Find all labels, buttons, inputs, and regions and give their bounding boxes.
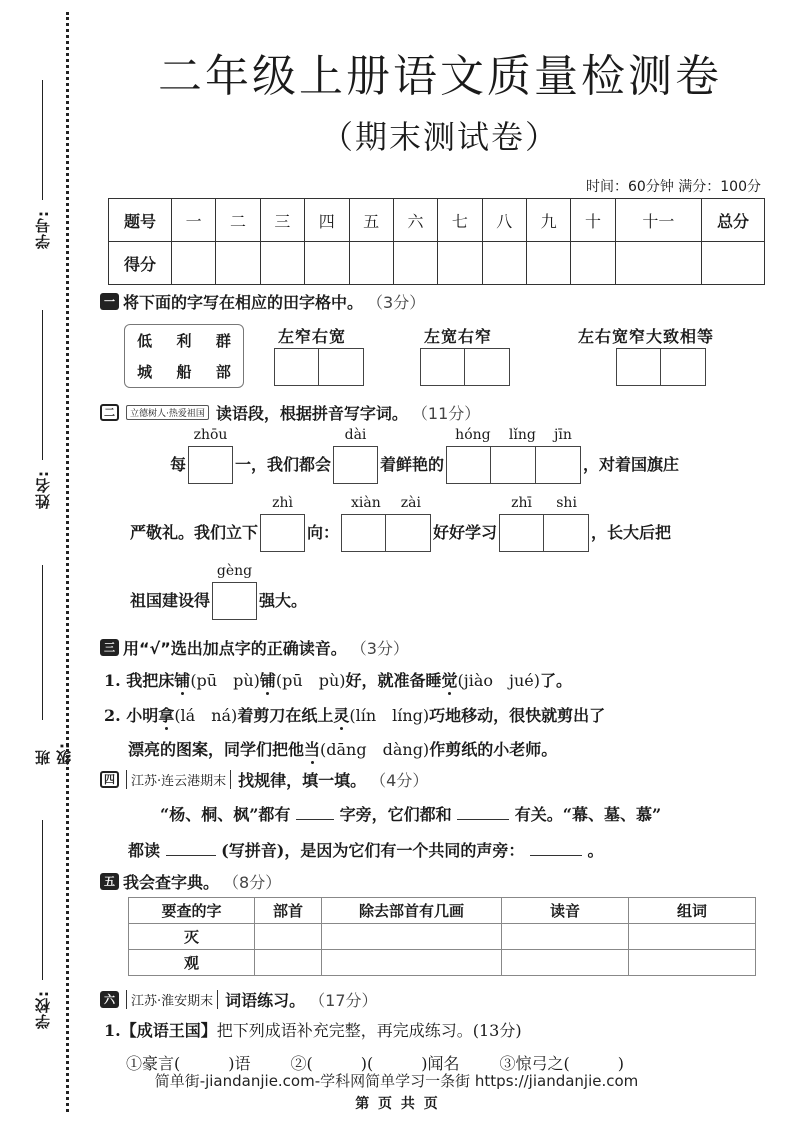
question-4-line-2 [128,838,604,861]
dotted-char: 拿 [158,706,175,725]
tianzige-cell[interactable] [333,446,378,484]
page-title: 二年级上册语文质量检测卷 [158,51,722,102]
question-text: 好，就准备睡 [345,671,442,690]
dotted-char: 铺 [174,671,191,690]
section-score: （17分） [309,991,378,1010]
pinyin: zhì [272,495,293,511]
score-col: 三 [260,199,304,242]
page-subtitle: （期末测试卷） [320,118,559,156]
tianzige-cell[interactable] [491,446,536,484]
section-tag: 江苏·连云港期末 [126,770,231,789]
section-badge-icon: 四 [100,771,119,788]
section-title: 词语练习。 [225,991,306,1010]
pinyin-options[interactable]: (dāng dàng) [320,740,430,759]
answer-blank[interactable] [166,840,216,856]
score-cell[interactable] [260,242,304,285]
passage-line-2 [128,492,673,552]
group-label-left-wide: 左宽右窄 [424,327,493,346]
char: 船 [176,363,192,381]
pinyin-options[interactable]: (pū pù) [190,671,260,690]
score-cell[interactable] [172,242,216,285]
question-number: 2. [104,706,121,725]
score-table [108,198,765,285]
question-text: 都读 [128,841,161,860]
question-tag: 【成语王国】 [120,1021,217,1040]
score-cell[interactable] [305,242,349,285]
tianzige-cell[interactable] [420,348,465,386]
class-label: 班级: [34,742,73,765]
question-3-1 [104,668,572,691]
dotted-char: 灵 [333,706,350,725]
binding-dotted-line [66,12,69,1112]
score-col: 十 [571,199,615,242]
pinyin: hóng [455,427,491,443]
question-text: “杨、桐、枫”都有 [160,805,291,824]
tianzige-cell[interactable] [319,348,364,386]
answer-cell[interactable] [502,924,629,950]
grid-equal[interactable] [616,348,706,386]
answer-cell[interactable] [629,950,756,976]
dictionary-header-row [129,898,756,924]
table-header: 要查的字 [129,898,255,924]
section-score: （3分） [367,293,426,312]
name-label: 姓名: [34,470,52,509]
question-text: 漂亮的图案，同学们把他 [128,740,305,759]
question-text: 作剪纸的小老师。 [429,740,558,759]
section-4-heading [100,768,428,791]
question-text: 我把床 [126,671,175,690]
score-cell[interactable] [349,242,393,285]
answer-cell[interactable] [255,950,322,976]
passage-text: 着鲜艳的 [380,455,445,474]
tianzige-cell[interactable] [661,348,706,386]
dotted-char: 当 [304,740,321,759]
question-3-2-cont [128,737,557,760]
section-score: （11分） [411,404,481,423]
pinyin: dài [344,427,367,443]
score-cell[interactable] [438,242,482,285]
char: 利 [176,332,192,350]
passage-text: 严敬礼。我们立下 [130,523,259,542]
tianzige-cell[interactable] [446,446,491,484]
pinyin-slot[interactable] [188,424,233,484]
question-4-line-1 [160,802,661,825]
class-field[interactable] [18,565,73,765]
pinyin-options[interactable]: (lín líng) [349,706,430,725]
score-col: 二 [216,199,260,242]
student-id-label: 学号: [34,210,52,249]
section-title: 将下面的字写在相应的田字格中。 [123,293,364,312]
tianzige-cell[interactable] [212,582,257,620]
question-number: 1. [104,671,121,690]
pinyin-options[interactable]: (lá ná) [174,706,238,725]
exam-meta: 时间：60分钟 满分：100分 [586,179,761,195]
lookup-char: 灭 [129,924,255,950]
section-badge-icon: 六 [100,991,119,1008]
tianzige-cell[interactable] [260,514,305,552]
tianzige-cell[interactable] [341,514,386,552]
score-cell[interactable] [216,242,260,285]
section-badge-icon: 二 [100,404,119,421]
score-col: 十一 [615,199,701,242]
section-badge-icon: 五 [100,873,119,890]
char: 城 [137,363,153,381]
char: 部 [215,363,231,381]
group-label-left-narrow: 左窄右宽 [278,327,347,346]
passage-line-3 [128,560,309,620]
score-row-label: 得分 [109,242,172,285]
pinyin: zhōu [193,427,228,443]
tianzige-cell[interactable] [544,514,589,552]
score-col: 六 [393,199,437,242]
question-text: 有关。“幕、墓、慕” [514,805,662,824]
score-table-score-row [109,242,765,285]
passage-line-1 [168,424,681,484]
score-cell[interactable] [393,242,437,285]
pinyin-slot[interactable] [212,560,257,620]
section-3-heading [100,636,409,659]
char: 群 [215,332,231,350]
pinyin-slot[interactable] [333,424,378,484]
passage-text: 祖国建设得 [130,591,211,610]
answer-cell[interactable] [502,950,629,976]
passage-text: 向： [307,523,340,542]
school-label: 学校: [34,990,52,1029]
pinyin-slot[interactable] [446,424,581,484]
question-number: 1. [104,1021,121,1040]
tianzige-cell[interactable] [465,348,510,386]
pinyin: lǐng [508,427,536,443]
pinyin-group [499,492,589,514]
score-col: 一 [172,199,216,242]
pinyin-slot[interactable] [260,492,305,552]
score-cell[interactable] [571,242,615,285]
char: 低 [137,332,153,350]
section-badge-icon: 一 [100,293,119,310]
question-text: 了。 [540,671,573,690]
question-6-1 [104,1018,522,1041]
table-header: 部首 [255,898,322,924]
character-box [124,324,244,388]
passage-text: 强大。 [259,591,308,610]
score-col: 七 [438,199,482,242]
score-cell[interactable] [482,242,526,285]
section-title: 我会查字典。 [123,873,220,892]
tianzige-cell[interactable] [274,348,319,386]
group-label-equal: 左右宽窄大致相等 [578,327,715,346]
question-3-2 [104,703,605,726]
score-col: 九 [527,199,571,242]
grid-left-wide[interactable] [420,348,510,386]
passage-text: ，对着国旗庄 [583,455,680,474]
score-cell[interactable] [615,242,701,285]
section-tag: 江苏·淮安期末 [126,990,218,1009]
answer-cell[interactable] [322,950,502,976]
table-header: 除去部首有几画 [322,898,502,924]
passage-text: ，长大后把 [591,523,672,542]
question-text: 。 [587,841,604,860]
passage-text: 一，我们都会 [235,455,332,474]
pinyin-slot[interactable] [499,492,589,552]
answer-blank[interactable] [296,804,334,820]
score-col-total: 总分 [702,199,765,242]
question-text: 字旁，它们都和 [339,805,452,824]
question-text: 巧地移动，很快就剪出了 [429,706,606,725]
idiom-item[interactable]: ③惊弓之( ) [499,1054,624,1073]
student-id-field[interactable] [18,80,58,280]
name-field[interactable] [18,310,58,510]
section-2-heading [100,401,480,424]
lookup-char: 观 [129,950,255,976]
question-text: (写拼音)，是因为它们有一个共同的声旁： [221,841,525,860]
score-col-label: 题号 [109,199,172,242]
school-field[interactable] [18,820,58,1040]
tianzige-cell[interactable] [616,348,661,386]
section-badge-icon: 三 [100,639,119,656]
question-text: 着剪刀在纸上 [237,706,334,725]
section-score: （3分） [350,639,409,658]
dotted-char: 铺 [259,671,276,690]
answer-cell[interactable] [629,924,756,950]
dotted-char: 觉 [441,671,458,690]
table-header: 读音 [502,898,629,924]
pinyin: gèng [216,563,253,579]
section-title: 找规律，填一填。 [238,771,367,790]
tianzige-cell[interactable] [499,514,544,552]
passage-text: 每 [170,455,187,474]
section-1-heading [100,290,425,313]
pinyin-group [446,424,581,446]
pinyin-options[interactable]: (jiào jué) [457,671,541,690]
score-col: 八 [482,199,526,242]
question-text: 小明 [126,706,159,725]
grid-left-narrow[interactable] [274,348,364,386]
idiom-item[interactable]: ①豪言( )语 [126,1054,251,1073]
pinyin-slot[interactable] [341,492,431,552]
page-number: 第 页 共 页 [355,1096,438,1112]
answer-cell[interactable] [255,924,322,950]
score-col: 五 [349,199,393,242]
pinyin: shi [556,495,577,511]
pinyin: jīn [554,427,572,443]
section-score: （8分） [223,873,282,892]
pinyin: zài [400,495,421,511]
tianzige-cell[interactable] [188,446,233,484]
answer-cell[interactable] [322,924,502,950]
tianzige-cell[interactable] [536,446,581,484]
section-title: 用“√”选出加点字的正确读音。 [123,639,347,658]
section-title: 读语段，根据拼音写字词。 [215,404,408,423]
table-row [129,950,756,976]
section-6-heading [100,988,378,1011]
dictionary-table [128,897,756,976]
watermark-site: 简单街-jiandanjie.com-学科网简单学习一条街 https://jiandanjie.com [154,1072,639,1090]
tianzige-cell[interactable] [386,514,431,552]
passage-text: 好好学习 [433,523,498,542]
score-cell[interactable] [702,242,765,285]
section-score: （4分） [370,771,429,790]
score-cell[interactable] [527,242,571,285]
pinyin-group [341,492,431,514]
answer-blank[interactable] [457,804,509,820]
table-row [129,924,756,950]
table-header: 组词 [629,898,756,924]
pinyin: zhī [511,495,533,511]
pinyin-options[interactable]: (pū pù) [275,671,346,690]
idiom-item[interactable]: ②( )( )闻名 [290,1054,460,1073]
question-text: 把下列成语补充完整，再完成练习。(13分) [216,1021,522,1040]
section-tag: 立德树人·热爱祖国 [126,405,209,420]
score-table-header-row [109,199,765,242]
pinyin: xiàn [351,495,381,511]
score-col: 四 [305,199,349,242]
section-5-heading [100,870,281,893]
answer-blank[interactable] [530,840,582,856]
